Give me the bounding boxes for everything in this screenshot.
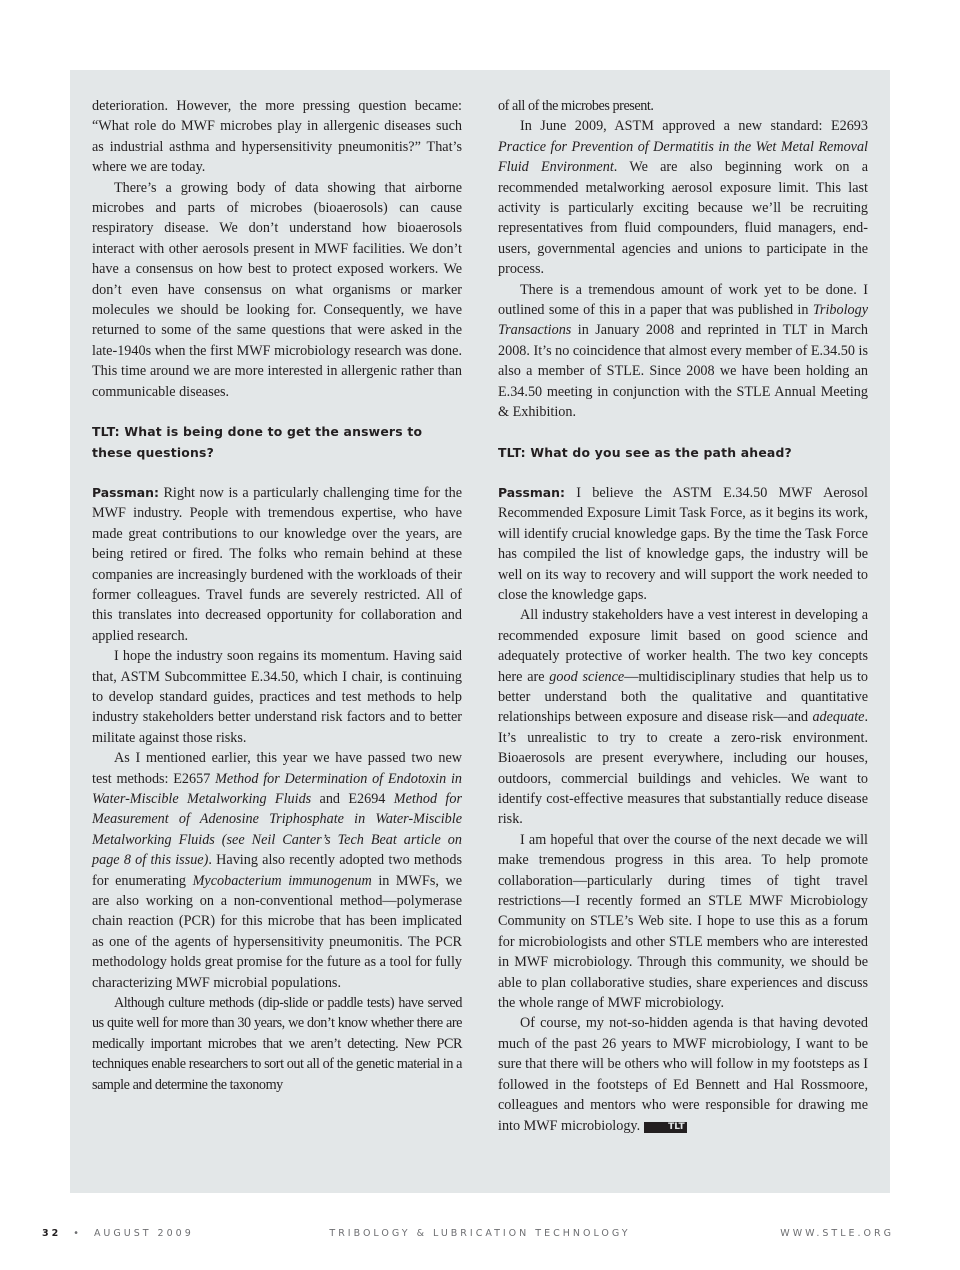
paragraph [498, 1013, 868, 1135]
text-run: . We are also beginning work on a recommended metalworking aerosol exposure limit. This last activity is particularly exciting because we’ll be recruiting representatives from fluid compounders, fluid managers, end-users, governmental agencies and unions to participate in the process. [498, 159, 868, 278]
page-footer [0, 1228, 960, 1242]
article-panel [70, 70, 890, 1193]
italic-species: Mycobacterium immunogenum [192, 872, 372, 889]
paragraph: deterioration. However, the more pressing question became: “What role do MWF microbes play in allergenic diseases such as industrial asthma and hypersensitivity pneumonitis?” That’s where we are today. [92, 98, 462, 176]
italic-title: Method for Determination of Endotoxin in Water-Miscible Metalworking Fluids [92, 770, 463, 807]
paragraph: Although culture methods (dip-slide or paddle tests) have served us quite well for more than 30 years, we don’t know whether there are medically important microbes that we aren’t detecting. New PCR techniques enable researchers to sort out all of the genetic material in a sample and determine the taxonomy [92, 995, 462, 1093]
question-heading: TLT: What do you see as the path ahead? [498, 444, 792, 460]
text-run: —multidisciplinary studies that help us to better understand both the qualitative and quantitative relationships between exposure and disease risk—and [498, 668, 868, 726]
paragraph: of all of the microbes present. [498, 98, 654, 114]
text-run: Of course, my not-so-hidden agenda is that having devoted much of the past 26 years to MWF microbiology, I want to be sure that there will be others who will follow in my footsteps as I followed in the footsteps of Ed Bennett and Hal Rossmoore, colleagues and mentors who were responsible for drawing me into MWF microbiology. [498, 1015, 868, 1134]
speaker-label: Passman: [92, 484, 159, 500]
text-run: All industry stakeholders have a vest interest in developing a recommended exposure limit based on good science and adequately protective of worker health. The two key concepts here are [498, 607, 868, 685]
answer-text: I believe the ASTM E.34.50 MWF Aerosol Recommended Exposure Limit Task Force, as it begins its work, will identify crucial knowledge gaps. By the time the Task Force has compiled the list of knowledge gaps, the industry will be well on its way to recovery and will support the work needed to close the knowledge gaps. [498, 484, 868, 603]
paragraph [498, 280, 868, 423]
paragraph: I hope the industry soon regains its momentum. Having said that, ASTM Subcommittee E.34.50, which I chair, is continuing to develop standard guides, practices and test methods to help industry stakeholders better understand risk factors and to better militate against those risks. [92, 648, 462, 746]
italic-phrase: good science [549, 668, 625, 685]
italic-title: Method for Measurement of Adenosine Triphosphate in Water-Miscible Metalworking Fluids (see Neil Canter’s Tech Beat article on page 8 of this issue) [92, 791, 462, 869]
text-run: in MWFs, we are also working on a non-conventional method—polymerase chain reaction (PCR) for this microbe that has been implicated as one of the agents of hypersensitivity pneumonitis. The PCR methodology holds great promise for the future as a tool for fully characterizing MWF microbial populations. [92, 872, 463, 991]
left-column [92, 96, 462, 1095]
answer-paragraph [92, 483, 462, 646]
tlt-end-mark-icon: TLT [644, 1122, 687, 1133]
paragraph [498, 116, 868, 279]
text-run: . Having also recently adopted two methods for enumerating [92, 852, 463, 889]
paragraph: There’s a growing body of data showing that airborne microbes and parts of microbes (bioaerosols) can cause respiratory disease. We don’t understand how bioaerosols interact with other aerosols present in MWF facilities. We don’t have a consensus on how best to protect exposed workers. We don’t even have consensus on what organisms or marker molecules we should be looking for. Consequently, we have returned to some of the same questions that were asked in the late-1940s when the first MWF microbiology research was done. This time around we are more interested in allergenic rather than communicable diseases. [92, 179, 462, 400]
publication-name: TRIBOLOGY & LUBRICATION TECHNOLOGY [329, 1228, 631, 1239]
italic-title: Practice for Prevention of Dermatitis in the Wet Metal Removal Fluid Environment [498, 138, 868, 176]
text-run: In June 2009, ASTM approved a new standard: E2693 [520, 118, 868, 135]
text-run: in January 2008 and reprinted in TLT in March 2008. It’s no coincidence that almost every member of E.34.50 is also a member of STLE. Since 2008 we have been holding an E.34.50 meeting in conjunction with the STLE Annual Meeting & Exhibition. [498, 322, 868, 421]
italic-title: Tribology Transactions [498, 302, 868, 339]
answer-text: Right now is a particularly challenging time for the MWF industry. People with tremendous expertise, who have made great contributions to our knowledge over the years, are being retired or fired. The folks who remain behind at these companies are increasingly burdened with the workloads of their former colleagues. Travel funds are severely restricted. All of this translates into decreased opportunity for collaboration and applied research. [92, 484, 462, 644]
right-column [498, 96, 868, 1136]
page-number: 32 [42, 1228, 62, 1239]
italic-phrase: adequate [812, 709, 865, 726]
speaker-label: Passman: [498, 484, 565, 500]
paragraph [92, 748, 462, 993]
issue-date: AUGUST 2009 [93, 1228, 194, 1239]
answer-paragraph [498, 483, 868, 605]
paragraph [498, 605, 868, 829]
text-run: and E2694 [311, 791, 394, 807]
website-url: WWW.STLE.ORG [780, 1228, 894, 1239]
paragraph: I am hopeful that over the course of the next decade we will make tremendous progress in this area. To help promote collaboration—particularly during times of tight travel restrictions—I recently formed an STLE MWF Microbiology Community on STLE’s Web site. I hope to use this as a forum for microbiologists and other STLE members who are interested in MWF microbiology. Through this community, we should be able to plan collaborative studies, share experiences and discuss the whole range of MWF microbiology. [498, 831, 868, 1012]
text-run: As I mentioned earlier, this year we have passed two new test methods: E2657 [92, 750, 462, 787]
footer-separator: • [73, 1228, 82, 1239]
text-run: . It’s unrealistic to try to create a zero-risk environment. Bioaerosols are present everywhere, including our houses, outdoors, commercial buildings and vehicles. We want to identify cost-effective measures that substantially reduce disease risk. [498, 709, 868, 828]
question-heading: TLT: What is being done to get the answers to these questions? [92, 424, 423, 460]
text-run: There is a tremendous amount of work yet to be done. I outlined some of this in a paper that was published in [498, 281, 868, 319]
